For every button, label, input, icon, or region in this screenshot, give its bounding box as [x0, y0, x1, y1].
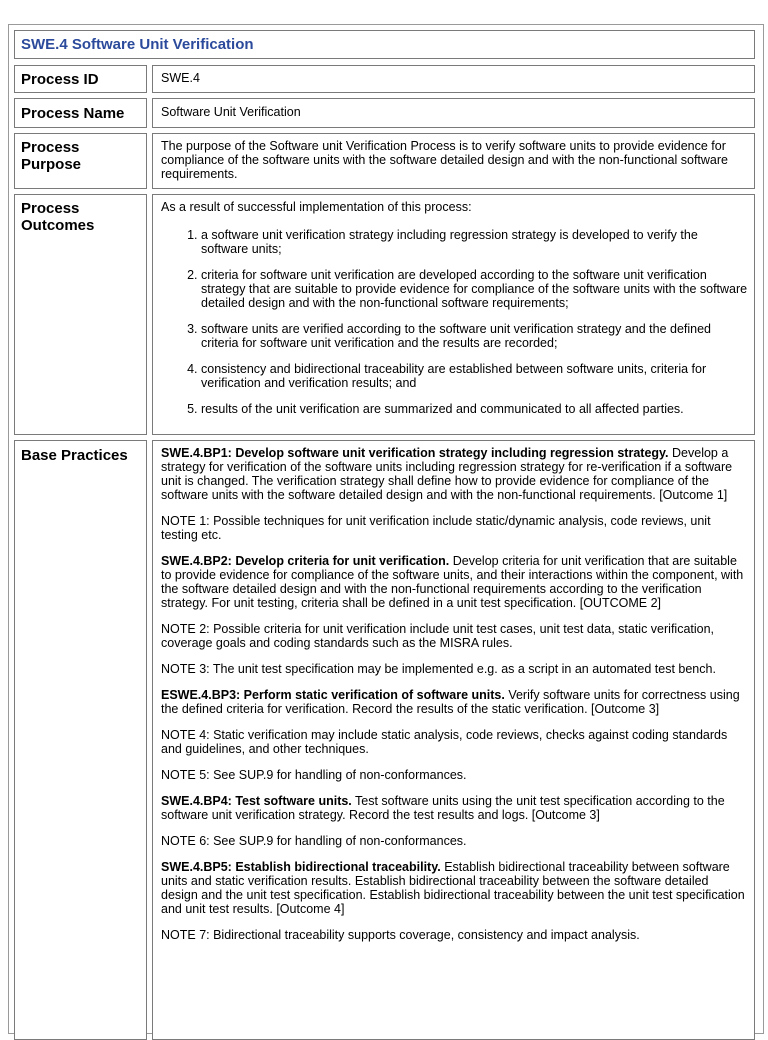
note-6: NOTE 6: See SUP.9 for handling of non-conformances. — [161, 834, 467, 848]
process-purpose-label-line1: Process — [21, 139, 80, 156]
outcome-item: 5. results of the unit verification are summarized and communicated to all affected parties. — [201, 402, 748, 416]
page-title: SWE.4 Software Unit Verification — [21, 36, 254, 53]
base-practices-label-cell — [14, 440, 147, 1040]
bp2-heading: SWE.4.BP2: Develop criteria for unit verification. — [161, 554, 450, 568]
note-4: NOTE 4: Static verification may include static analysis, code reviews, checks against coding standards and guidelines, and other techniques. — [161, 728, 728, 756]
bp4-paragraph — [161, 794, 748, 822]
process-name-value: Software Unit Verification — [161, 105, 301, 119]
bp5-text: Establish bidirectional traceability between software units and static verification results. Establish bidirectional traceability between the software detailed design and the unit test specification. Establish bidirectional traceability between the unit test specification and unit test results. [Outcome 4] — [161, 860, 745, 916]
process-name-label-cell — [14, 98, 147, 128]
process-name-label: Process Name — [21, 105, 125, 122]
bp5-paragraph — [161, 860, 748, 916]
bp4-text: Test software units using the unit test specification according to the software unit verification strategy. Record the test results and logs. [Outcome 3] — [161, 794, 725, 822]
bp1-paragraph — [161, 446, 748, 502]
bp1-text: Develop a strategy for verification of the software units including regression strategy for re-verification if a software unit is changed. The verification strategy shall define how to provide evidence for compliance of the software units with the software detailed design and with the non-functional requirements. [Outcome 1] — [161, 446, 733, 502]
bp2-text: Develop criteria for unit verification that are suitable to provide evidence for compliance of the software units, and their interactions within the component, with the software detailed design and with the non-functional requirements according to the verification strategy. For unit testing, criteria shall be defined in a unit test specification. [OUTCOME 2] — [161, 554, 744, 610]
bp3-heading: ESWE.4.BP3: Perform static verification of software units. — [161, 688, 505, 702]
process-outcomes-intro: As a result of successful implementation of this process: — [161, 200, 472, 214]
note-3: NOTE 3: The unit test specification may be implemented e.g. as a script in an automated test bench. — [161, 662, 716, 676]
base-practices-content — [161, 446, 748, 954]
outcome-item: 4. consistency and bidirectional traceability are established between software units, criteria for verification and verification results; and — [201, 362, 748, 390]
outcome-item: 2. criteria for software unit verification are developed according to the software unit verification strategy that are suitable to provide evidence for compliance of the software units with the software detailed design and with the non-functional software requirements; — [201, 268, 748, 310]
note-1: NOTE 1: Possible techniques for unit verification include static/dynamic analysis, code reviews, unit testing etc. — [161, 514, 711, 542]
title-box — [14, 30, 755, 59]
bp4-heading: SWE.4.BP4: Test software units. — [161, 794, 352, 808]
process-outcomes-value-cell — [152, 194, 755, 435]
process-purpose-label-line2: Purpose — [21, 156, 82, 173]
bp3-text: Verify software units for correctness using the defined criteria for verification. Record the results of the static verification. [Outcome 3] — [161, 688, 740, 716]
process-outcomes-label-line1: Process — [21, 200, 80, 217]
bp5-heading: SWE.4.BP5: Establish bidirectional traceability. — [161, 860, 441, 874]
bp1-heading: SWE.4.BP1: Develop software unit verification strategy including regression strategy. — [161, 446, 669, 460]
note-7: NOTE 7: Bidirectional traceability supports coverage, consistency and impact analysis. — [161, 928, 640, 942]
bp2-paragraph — [161, 554, 748, 610]
process-id-value-cell — [152, 65, 755, 93]
note-5: NOTE 5: See SUP.9 for handling of non-conformances. — [161, 768, 467, 782]
note-2: NOTE 2: Possible criteria for unit verification include unit test cases, unit test data, static verification, coverage goals and coding standards such as the MISRA rules. — [161, 622, 715, 650]
process-id-label-cell — [14, 65, 147, 93]
process-name-value-cell — [152, 98, 755, 128]
process-id-value: SWE.4 — [161, 71, 200, 85]
outcomes-list — [161, 228, 748, 428]
outcome-item: 3. software units are verified according to the software unit verification strategy and the defined criteria for software unit verification and the results are recorded; — [201, 322, 748, 350]
process-id-label: Process ID — [21, 71, 99, 88]
base-practices-value-cell — [152, 440, 755, 1040]
process-purpose-label-cell — [14, 133, 147, 189]
bp3-paragraph — [161, 688, 748, 716]
process-outcomes-label-cell — [14, 194, 147, 435]
process-purpose-label — [21, 139, 145, 173]
process-outcomes-label — [21, 200, 145, 234]
process-purpose-value: The purpose of the Software unit Verification Process is to verify software units to provide evidence for compliance of the software units with the software detailed design and with the non-functional software requirements. — [161, 139, 728, 181]
process-outcomes-label-line2: Outcomes — [21, 217, 95, 234]
base-practices-label: Base Practices — [21, 447, 128, 464]
process-purpose-value-cell — [152, 133, 755, 189]
outcome-item: 1. a software unit verification strategy including regression strategy is developed to verify the software units; — [201, 228, 748, 256]
